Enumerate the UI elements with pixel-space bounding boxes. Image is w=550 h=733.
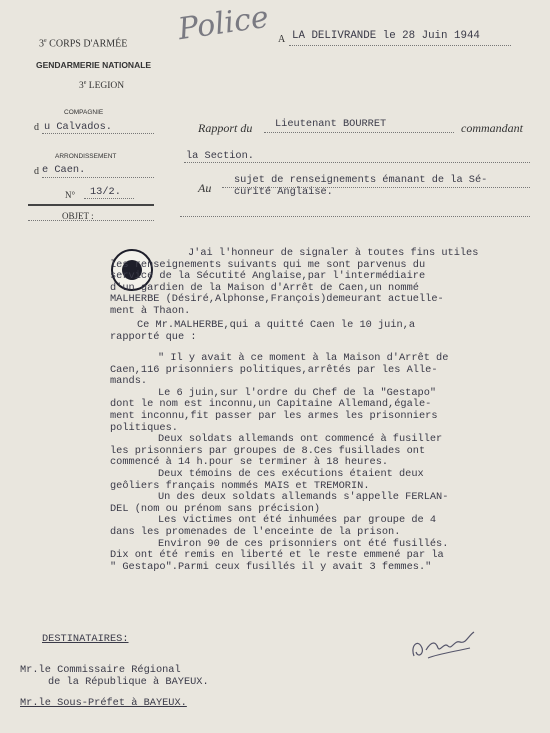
handwritten-note: Police [176,0,271,48]
au-line-2: curité Anglaise. [234,186,333,198]
destinataires-heading: DESTINATAIRES: [42,633,129,645]
quote-line: dans les promenades de l'enceinte de la prison. [110,525,401,538]
numero-line [84,198,134,199]
arrondissement-label: ARRONDISSEMENT [55,153,117,160]
quote-line: " Gestapo".Parmi ceux fusillés il y avait 3 femmes." [110,560,432,573]
section-line [184,162,530,163]
destinataire-line-1: Mr.le Commissaire Régional [20,664,181,676]
signature-scribble [408,628,478,664]
objet-line [28,220,154,221]
rapport-value: Lieutenant BOURRET [275,118,387,130]
arrondissement-line [42,177,154,178]
compagnie-prefix: d [34,122,39,133]
quote-line: Un des deux soldats allemands s'appelle FERLAN- [158,491,449,504]
quote-line: les prisonniers par groupes de 8.Ces fusillades ont [110,444,426,457]
quote-line: Les victimes ont été inhumées par groupe de 4 [158,514,437,527]
body-line: les renseignements suivants qui me sont parvenus du [110,258,426,271]
numero-value: 13/2. [90,186,121,198]
body-line: ment à Thaon. [110,304,191,317]
compagnie-line [42,133,154,134]
gendarmerie-nationale: GENDARMERIE NATIONALE [36,60,152,70]
rapport-label: Rapport du [198,121,253,135]
corps-ordinal: e [44,38,47,44]
quote-line: Caen,116 prisonniers politiques,arrêtés par les Alle- [110,363,438,376]
legion-ordinal: e [83,80,87,86]
quote-line: Deux témoins de ces exécutions étaient deux [158,467,424,480]
corps-label: CORPS D'ARMÉE [49,38,128,50]
place-prefix: A [278,34,286,45]
au-dotline-2 [180,216,530,217]
quote-block [110,353,448,573]
quote-line: " Il y avait à ce moment à la Maison d'Arrêt de [158,352,449,364]
commandant-label: commandant [461,121,523,135]
quote-line: commencé à 14 h.pour se terminer à 18 heures. [110,456,389,469]
au-line-1: sujet de renseignements émanant de la Sé- [234,174,488,186]
quote-line: mands. [110,375,148,388]
objet-label: OBJET : [62,211,94,221]
quote-line: Le 6 juin,sur l'ordre du Chef de la "Gestapo" [158,386,437,399]
body-line: J'ai l'honneur de signaler à toutes fins utiles [188,247,479,259]
place-date: LA DELIVRANDE le 28 Juin 1944 [292,30,480,42]
corps-darmee [39,38,127,49]
place-date-line [289,45,511,46]
body-line: Ce Mr.MALHERBE,qui a quitté Caen le 10 juin,a [137,319,416,331]
quote-line: politiques. [110,421,178,434]
paragraph-2 [110,320,415,343]
section-value: la Section. [186,150,254,162]
destinataire-line-3: Mr.le Sous-Préfet à BAYEUX. [20,697,187,709]
compagnie-label: COMPAGNIE [64,109,104,116]
compagnie-value: u Calvados. [44,121,112,133]
legion-number: 3 [79,81,84,92]
destinataire-line-2: de la République à BAYEUX. [48,676,209,688]
arrondissement-value: e Caen. [42,164,86,176]
body-line: d'un gardien de la Maison d'Arrêt de Caen,un nommé [110,281,419,294]
quote-line: Dix ont été remis en liberté et le reste emmené par la [110,549,444,562]
objet-rule [28,204,154,206]
quote-line: geôliers français nommés MAIS et TREMORIN. [110,479,370,492]
legion-line [79,80,124,91]
quote-line: ment inconnu,fit passer par les armes les prisonniers [110,409,438,422]
quote-line: Environ 90 de ces prisonniers ont été fusillés. [158,537,449,550]
legion-label: LEGION [88,81,125,92]
corps-number: 3 [39,38,44,50]
au-label: Au [198,181,212,195]
body-line: MALHERBE (Désiré,Alphonse,François)demeurant actuelle- [110,293,444,306]
body-line: rapporté que : [110,330,197,343]
numero-label: N° [65,190,76,200]
paragraph-1 [110,248,478,318]
quote-line: Deux soldats allemands ont commencé à fusiller [158,433,443,446]
quote-line: DEL (nom ou prénom sans précision) [110,502,321,515]
quote-line: dont le nom est inconnu,un Capitaine Allemand,égale- [110,398,432,411]
arrondissement-prefix: d [34,166,39,177]
body-line: service de la Sécutité Anglaise,par l'intermédiaire [110,270,426,283]
rapport-line [264,132,454,133]
